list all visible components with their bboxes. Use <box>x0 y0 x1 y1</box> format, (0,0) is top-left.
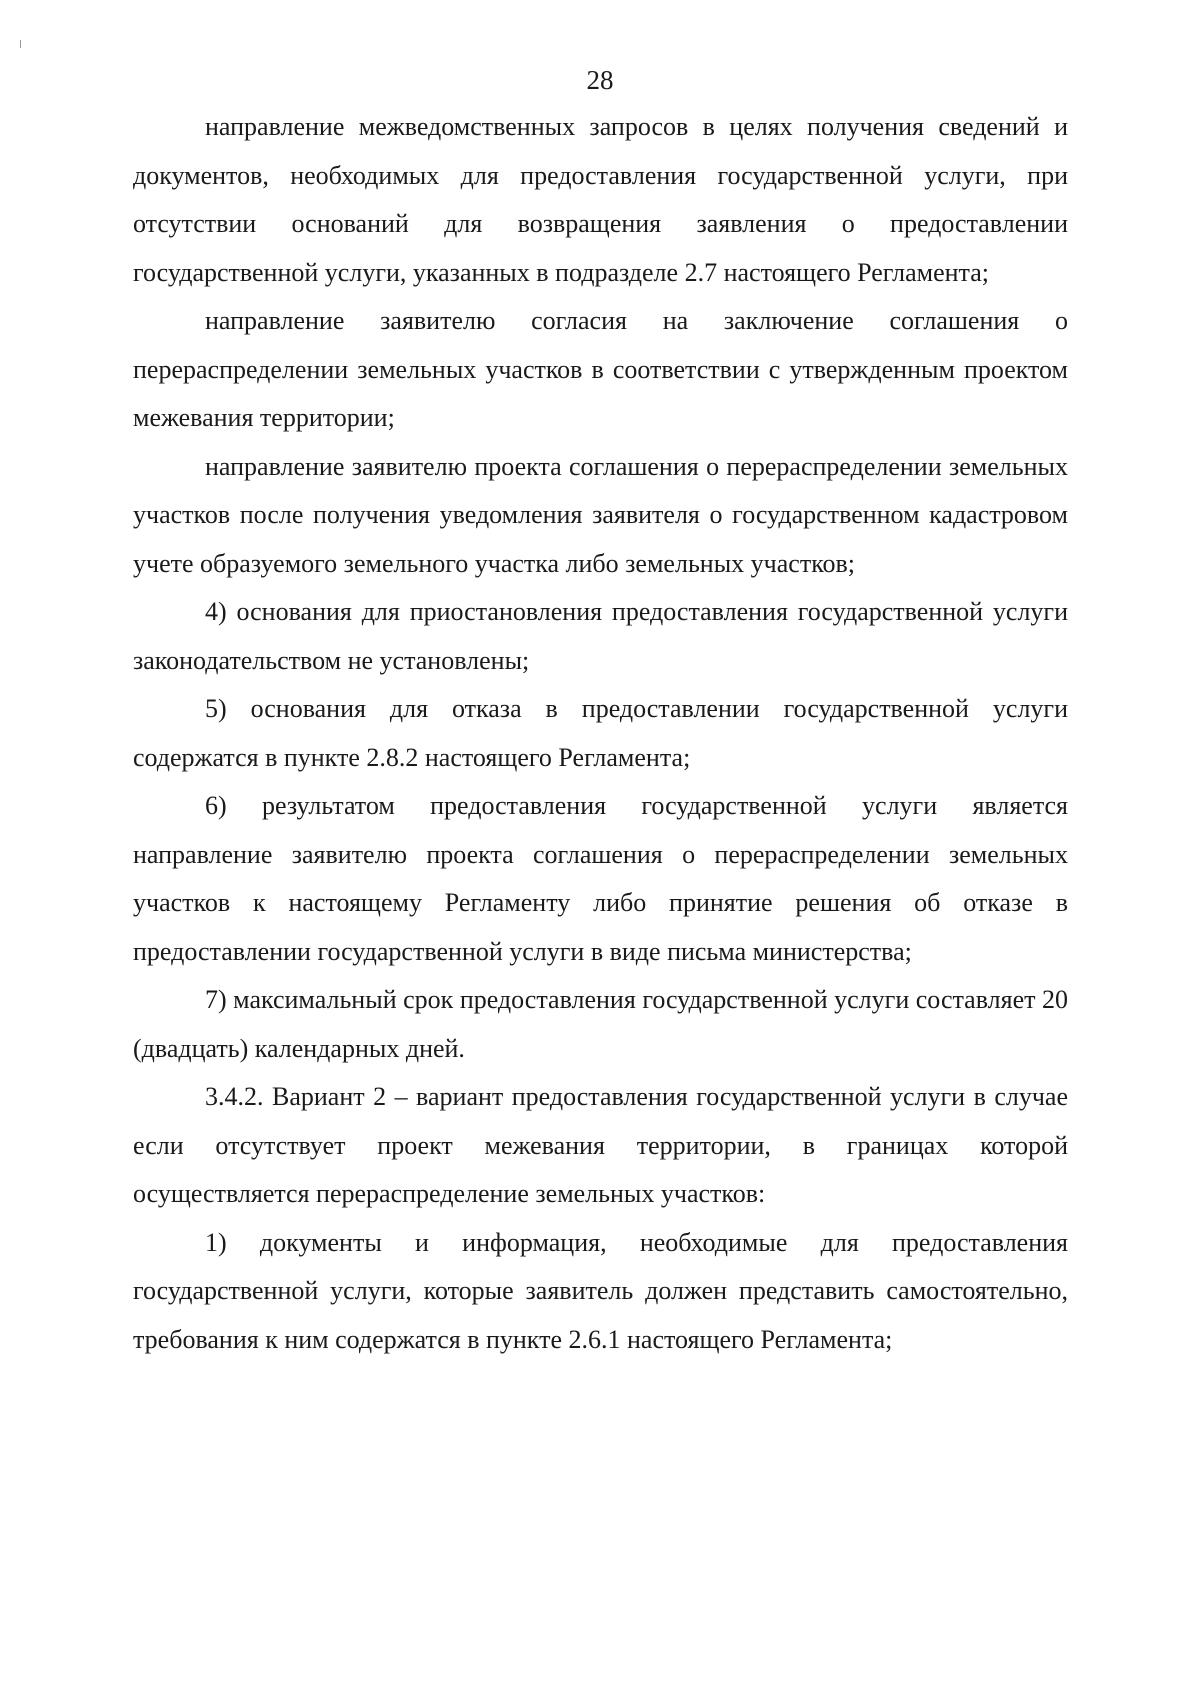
paragraph-variant-2-item-1: 1) документы и информация, необходимые для предоставления государственной услуги, которые заявитель должен представить самостоятельно, требования к ним содержатся в пункте 2.6.1 настоящего Регламента; <box>133 1227 1068 1354</box>
scan-artifact <box>20 40 21 48</box>
paragraph-section-3-4-2: 3.4.2. Вариант 2 – вариант предоставления государственной услуги в случае если отсутствует проект межевания территории, в границах которой осуществляется перераспределение земельных участков: <box>133 1082 1068 1208</box>
paragraph-draft-agreement: направление заявителю проекта соглашения о перераспределении земельных участков после получения уведомления заявителя о государственном кадастровом учете образуемого земельного участка либо земельных участков; <box>133 451 1068 578</box>
paragraph-interagency-requests: направление межведомственных запросов в целях получения сведений и документов, необходимых для предоставления государственной услуги, при отсутствии оснований для возвращения заявления о предоставлении государственной услуги, указанных в подразделе 2.7 настоящего Регламента; <box>133 112 1068 287</box>
body-text <box>133 103 1068 1364</box>
paragraph-item-6: 6) результатом предоставления государственной услуги является направление заявителю проекта соглашения о перераспределении земельных участков к настоящему Регламенту либо принятие решения об отказе в предоставлении государственной услуги в виде письма министерства; <box>133 791 1068 966</box>
page-number: 28 <box>586 65 614 95</box>
paragraph-item-5: 5) основания для отказа в предоставлении государственной услуги содержатся в пункте 2.8.2 настоящего Регламента; <box>133 694 1068 772</box>
paragraph-consent-agreement: направление заявителю согласия на заключение соглашения о перераспределении земельных участков в соответствии с утвержденным проектом межевания территории; <box>133 306 1068 432</box>
paragraph-item-4: 4) основания для приостановления предоставления государственной услуги законодательством не установлены; <box>133 597 1068 675</box>
paragraph-item-7: 7) максимальный срок предоставления государственной услуги составляет 20 (двадцать) календарных дней. <box>133 985 1068 1063</box>
